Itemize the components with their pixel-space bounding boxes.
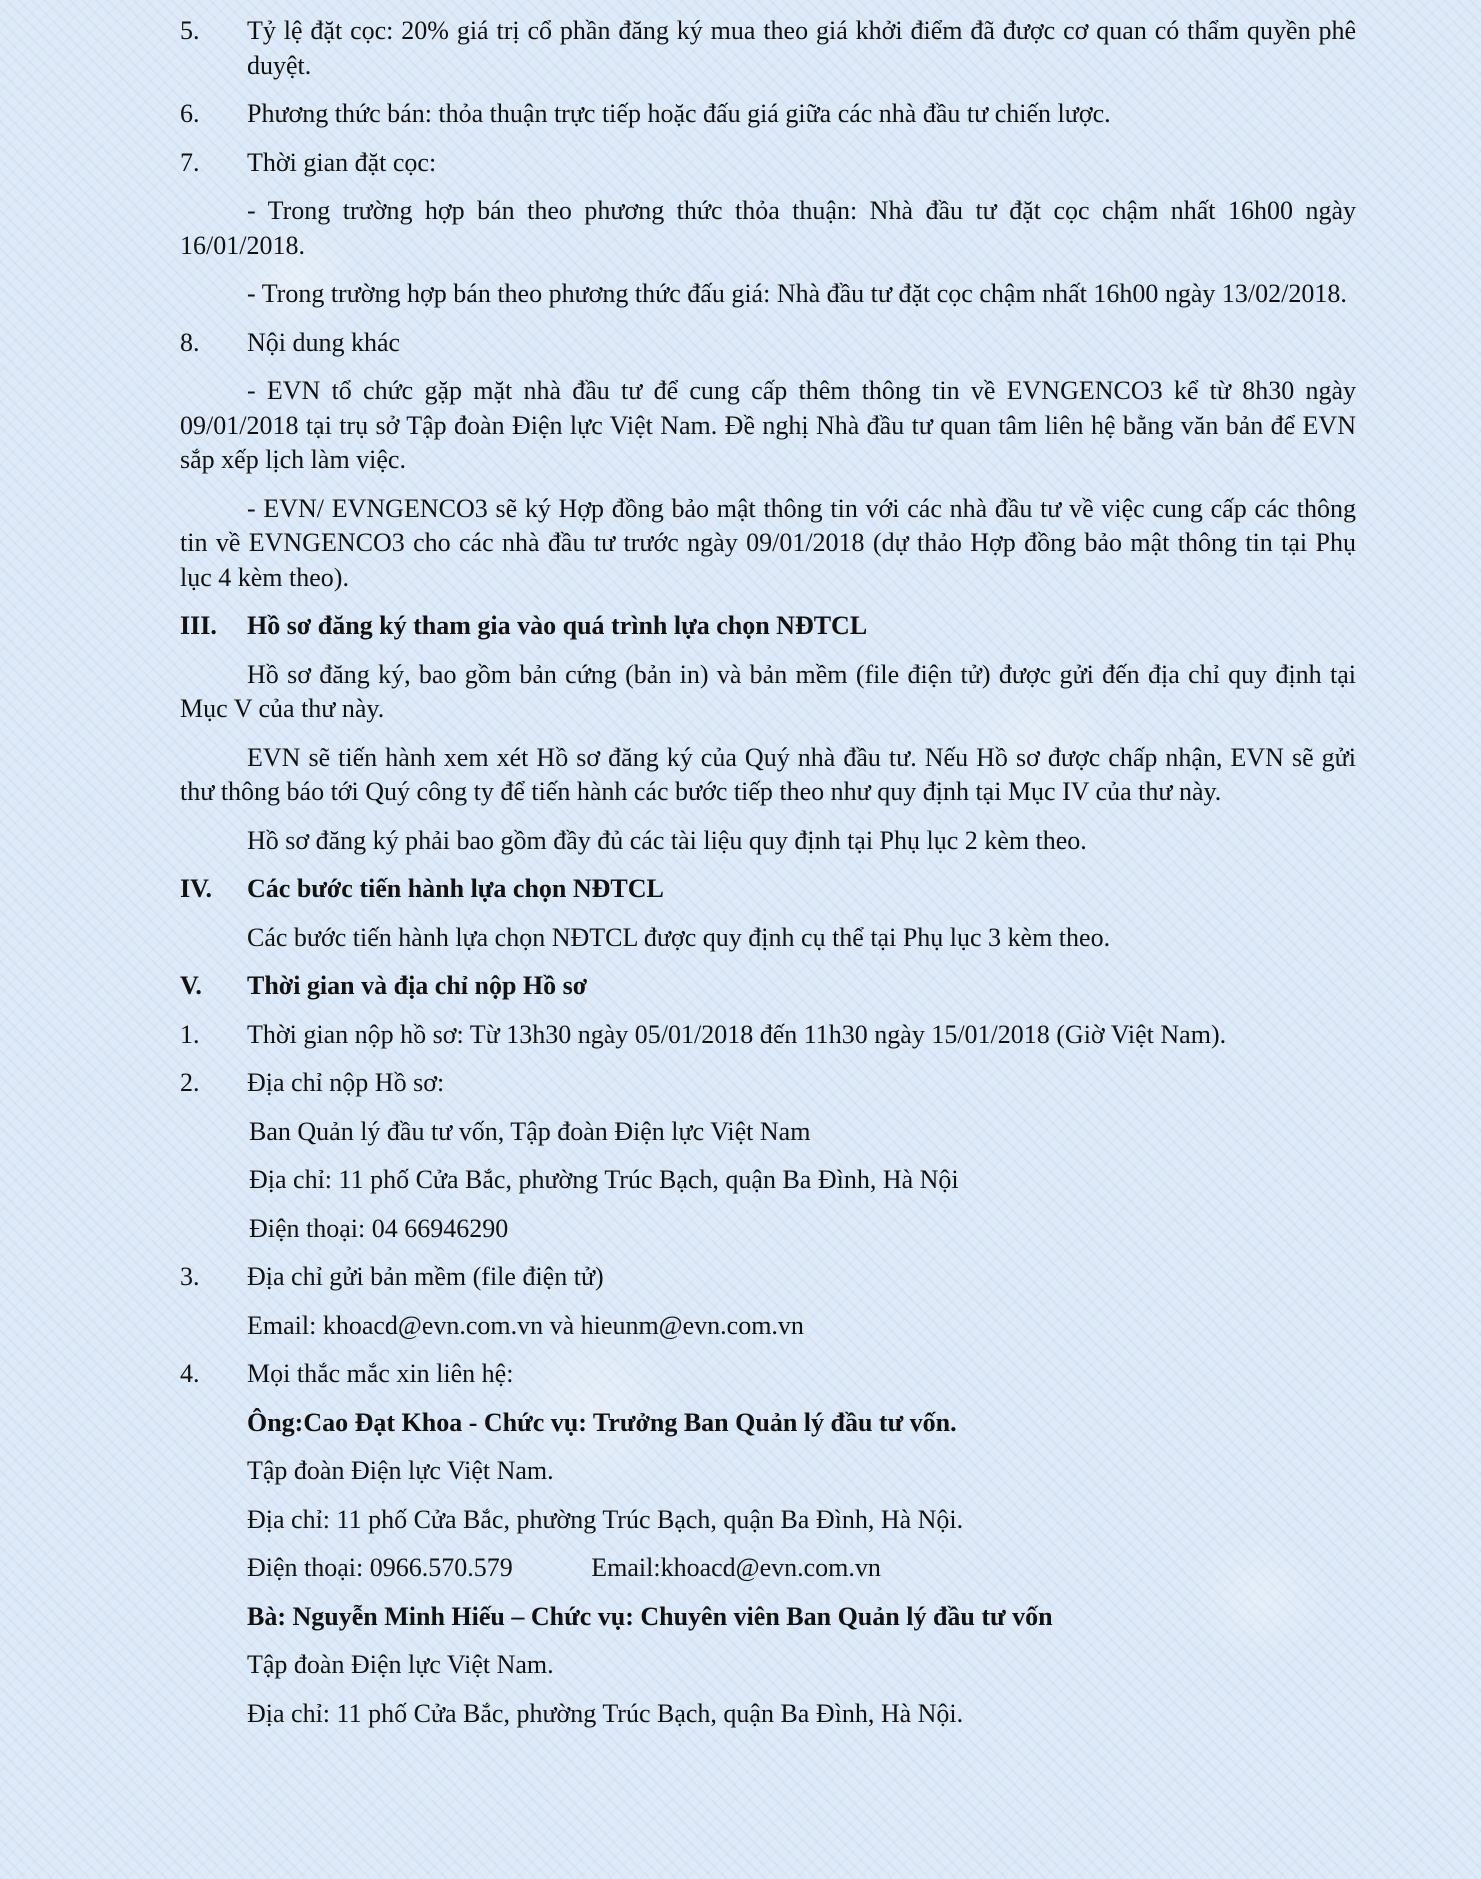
section-iii-paragraph-2: EVN sẽ tiến hành xem xét Hồ sơ đăng ký của Quý nhà đầu tư. Nếu Hồ sơ được chấp nhận, EVN sẽ gửi thư thông báo tới Quý công ty để tiến hành các bước tiếp theo như quy định tại Mục IV của thư này. xyxy=(180,742,1356,806)
submission-phone: Điện thoại: 04 66946290 xyxy=(249,1213,509,1243)
submission-org: Ban Quản lý đầu tư vốn, Tập đoàn Điện lực Việt Nam xyxy=(249,1116,811,1146)
item-number: 2. xyxy=(180,1068,200,1097)
section-v-heading xyxy=(180,969,1356,1004)
list-item-7 xyxy=(180,146,1356,181)
item-number: 6. xyxy=(180,99,200,128)
contact-1-address: Địa chỉ: 11 phố Cửa Bắc, phường Trúc Bạch, quận Ba Đình, Hà Nội. xyxy=(247,1504,964,1534)
deposit-auction-paragraph: - Trong trường hợp bán theo phương thức đấu giá: Nhà đầu tư đặt cọc chậm nhất 16h00 ngày 13/02/2018. xyxy=(247,279,1347,308)
document-page xyxy=(180,14,1356,1745)
section-title: Hồ sơ đăng ký tham gia vào quá trình lựa chọn NĐTCL xyxy=(247,611,868,640)
contact-2-name: Bà: Nguyễn Minh Hiếu – Chức vụ: Chuyên viên Ban Quản lý đầu tư vốn xyxy=(247,1601,1053,1631)
item-text: Địa chỉ gửi bản mềm (file điện tử) xyxy=(247,1262,604,1291)
submission-street-address: Địa chỉ: 11 phố Cửa Bắc, phường Trúc Bạch, quận Ba Đình, Hà Nội xyxy=(249,1165,959,1194)
investor-meeting-paragraph: - EVN tổ chức gặp mặt nhà đầu tư để cung cấp thêm thông tin về EVNGENCO3 kể từ 8h30 ngày 09/01/2018 tại trụ sở Tập đoàn Điện lực Việt Nam. Đề nghị Nhà đầu tư quan tâm liên hệ bằng văn bản để EVN sắp xếp lịch làm việc. xyxy=(180,376,1356,474)
deposit-negotiation-paragraph: - Trong trường hợp bán theo phương thức thỏa thuận: Nhà đầu tư đặt cọc chậm nhất 16h00 ngày 16/01/2018. xyxy=(180,196,1356,260)
section-iv-paragraph-1: Các bước tiến hành lựa chọn NĐTCL được quy định cụ thể tại Phụ lục 3 kèm theo. xyxy=(247,922,1111,952)
section-iii-heading xyxy=(180,609,1356,644)
contact-1-org: Tập đoàn Điện lực Việt Nam. xyxy=(247,1456,554,1485)
section-iii-paragraph-1: Hồ sơ đăng ký, bao gồm bản cứng (bản in) và bản mềm (file điện tử) được gửi đến địa chỉ quy định tại Mục V của thư này. xyxy=(180,659,1356,723)
contact-2-org: Tập đoàn Điện lực Việt Nam. xyxy=(247,1650,554,1679)
item-text: Thời gian nộp hồ sơ: Từ 13h30 ngày 05/01/2018 đến 11h30 ngày 15/01/2018 (Giờ Việt Nam). xyxy=(247,1019,1227,1049)
list-item-5 xyxy=(180,14,1356,83)
item-number: 7. xyxy=(180,147,200,177)
submission-address-item xyxy=(180,1066,1356,1101)
item-number: 5. xyxy=(180,16,200,45)
section-iii-paragraph-3: Hồ sơ đăng ký phải bao gồm đầy đủ các tài liệu quy định tại Phụ lục 2 kèm theo. xyxy=(247,825,1087,855)
item-text: Địa chỉ nộp Hồ sơ: xyxy=(247,1068,445,1097)
item-text: Phương thức bán: thỏa thuận trực tiếp hoặc đấu giá giữa các nhà đầu tư chiến lược. xyxy=(247,99,1111,128)
contact-1-phone: Điện thoại: 0966.570.579 xyxy=(247,1553,513,1582)
softcopy-email: Email: khoacd@evn.com.vn và hieunm@evn.com.vn xyxy=(247,1310,804,1340)
item-number: 4. xyxy=(180,1359,200,1388)
item-number: 1. xyxy=(180,1019,200,1049)
contact-item xyxy=(180,1357,1356,1392)
submission-time-item xyxy=(180,1018,1356,1053)
section-title: Thời gian và địa chỉ nộp Hồ sơ xyxy=(247,971,588,1000)
item-text: Mọi thắc mắc xin liên hệ: xyxy=(247,1359,514,1388)
section-number: IV. xyxy=(180,874,213,903)
section-number: III. xyxy=(180,611,217,640)
item-text: Tỷ lệ đặt cọc: 20% giá trị cổ phần đăng ký mua theo giá khởi điểm đã được cơ quan có thẩm quyền phê duyệt. xyxy=(247,16,1356,80)
section-title: Các bước tiến hành lựa chọn NĐTCL xyxy=(247,874,664,903)
item-number: 8. xyxy=(180,327,200,357)
confidentiality-paragraph: - EVN/ EVNGENCO3 sẽ ký Hợp đồng bảo mật thông tin với các nhà đầu tư về việc cung cấp các thông tin về EVNGENCO3 cho các nhà đầu tư trước ngày 09/01/2018 (dự thảo Hợp đồng bảo mật thông tin tại Phụ lục 4 kèm theo). xyxy=(180,493,1356,592)
softcopy-address-item xyxy=(180,1260,1356,1295)
list-item-8 xyxy=(180,326,1356,361)
list-item-6 xyxy=(180,97,1356,132)
contact-1-phone-email-row xyxy=(180,1551,1356,1586)
item-text: Nội dung khác xyxy=(247,327,401,357)
section-number: V. xyxy=(180,971,202,1000)
contact-1-email: Email:khoacd@evn.com.vn xyxy=(591,1553,881,1582)
contact-1-name: Ông:Cao Đạt Khoa - Chức vụ: Trưởng Ban Quản lý đầu tư vốn. xyxy=(247,1407,957,1437)
item-number: 3. xyxy=(180,1262,200,1291)
section-iv-heading xyxy=(180,872,1356,907)
item-text: Thời gian đặt cọc: xyxy=(247,147,437,177)
contact-2-address: Địa chỉ: 11 phố Cửa Bắc, phường Trúc Bạch, quận Ba Đình, Hà Nội. xyxy=(247,1698,964,1728)
